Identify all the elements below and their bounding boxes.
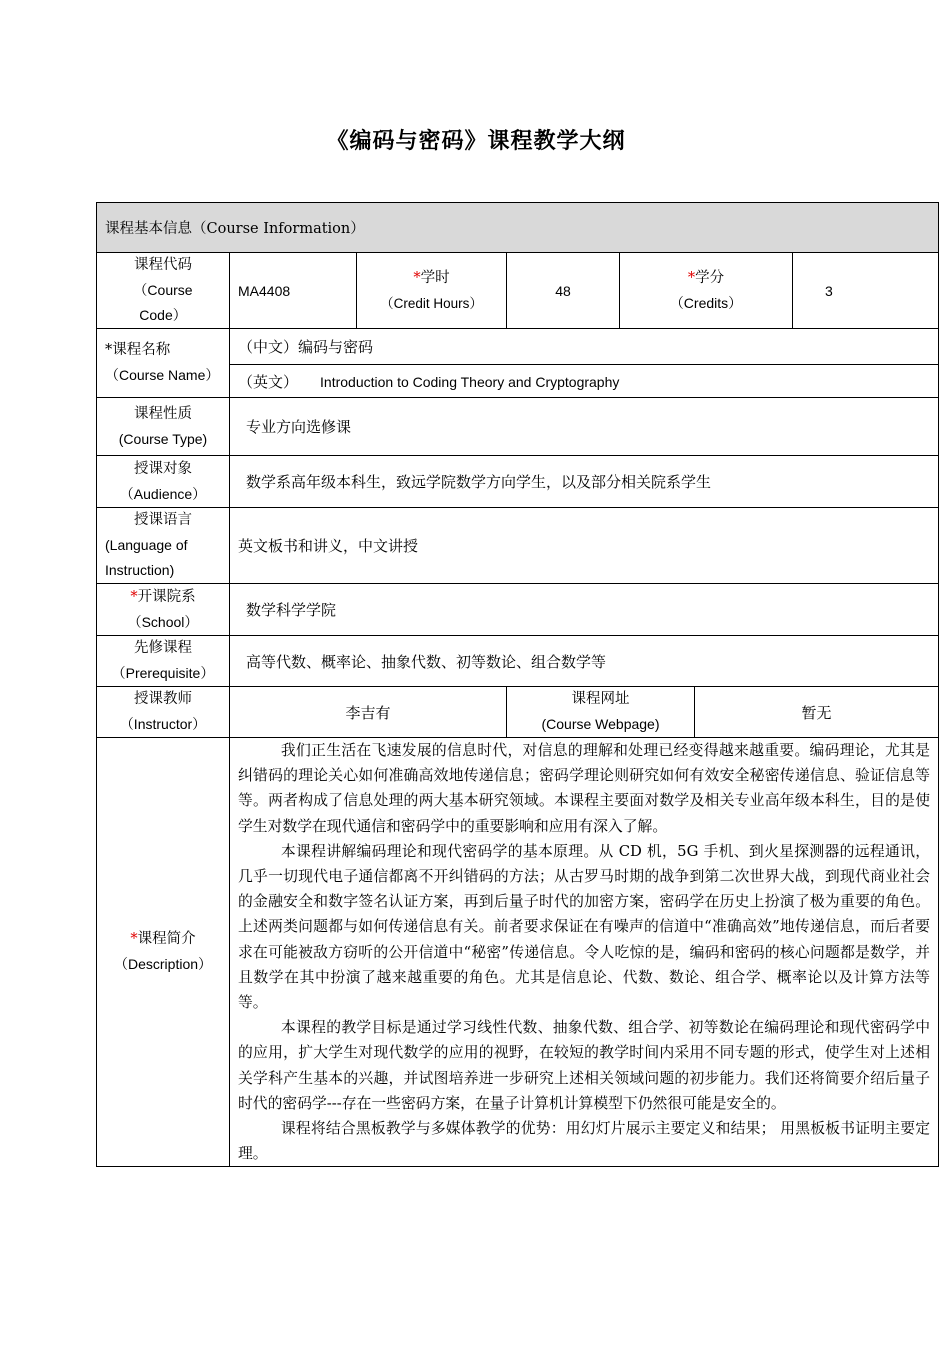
course-code-label: [97, 253, 230, 329]
language-label-cn: 授课语言: [134, 512, 192, 528]
instructor-label: [97, 687, 230, 738]
course-name-cn-row: [97, 329, 939, 365]
required-star: *: [413, 269, 421, 286]
required-star: *: [687, 269, 696, 286]
credit-hours-value: 48: [507, 253, 620, 329]
credits-label-cn: 学分: [695, 269, 725, 286]
course-type-row: [97, 398, 939, 456]
instructor-label-cn: 授课教师: [134, 691, 192, 707]
prerequisite-label: [97, 636, 230, 687]
course-webpage-label: [507, 687, 695, 738]
course-webpage-label-cn: 课程网址: [571, 691, 630, 707]
course-info-table: [96, 202, 939, 1167]
instructor-label-en: （Instructor）: [119, 716, 207, 732]
course-name-label: [97, 329, 230, 398]
school-label-cn: 开课院系: [137, 588, 196, 605]
credits-value: 3: [793, 253, 939, 329]
course-webpage-label-en: (Course Webpage): [541, 716, 660, 732]
course-name-label-cn: 课程名称: [112, 342, 171, 358]
description-paragraph: 我们正生活在飞速发展的信息时代，对信息的理解和处理已经变得越来越重要。编码理论，尤其是纠错码的理论关心如何准确高效地传递信息；密码学理论则研究如何有效安全秘密传递信息、验证信息等等。两者构成了信息处理的两大基本研究领域。本课程主要面对数学及相关专业高年级本科生，目的是使学生对数学在现代通信和密码学中的重要影响和应用有深入了解。: [238, 742, 931, 835]
language-label-en-1: (Language of: [105, 537, 188, 553]
course-name-en: [230, 365, 939, 398]
description-paragraph: 课程将结合黑板教学与多媒体教学的优势：用幻灯片展示主要定义和结果； 用黑板板书证明主要定理。: [238, 1120, 931, 1163]
school-row: [97, 584, 939, 636]
course-name-cn: [230, 329, 939, 365]
school-label-en: （School）: [127, 613, 199, 630]
course-name-label-en: （Course Name）: [105, 367, 220, 383]
course-name-cn-value: 编码与密码: [298, 338, 374, 356]
required-star: *: [130, 931, 138, 948]
credits-label: [620, 253, 793, 329]
course-type-label: [97, 398, 230, 456]
course-code-label-en-1: （Course: [133, 282, 193, 298]
school-value: 数学科学学院: [230, 584, 939, 636]
page-title: 《编码与密码》课程教学大纲: [326, 129, 626, 154]
prerequisite-row: [97, 636, 939, 687]
instructor-value: 李吉有: [230, 687, 507, 738]
course-code-label-cn: 课程代码: [134, 257, 192, 273]
audience-label-en: （Audience）: [119, 485, 207, 502]
description-paragraph: 本课程讲解编码理论和现代密码学的基本原理。从 CD 机，5G 手机、到火星探测器的远程通讯，几乎一切现代电子通信都离不开纠错码的方法；从古罗马时期的战争到第二次世界大战，到现代商业社会的金融安全和数字签名认证方案，再到后量子时代的加密方案，密码学在历史上扮演了极为重要的角色。上述两类问题都与如何传递信息有关。前者要求保证在有噪声的信道中“准确高效”地传递信息，而后者要求在可能被敌方窃听的公开信道中“秘密”传递信息。令人吃惊的是，编码和密码的核心问题都是数学，并且数学在其中扮演了越来越重要的角色。尤其是信息论、代数、数论、组合学、概率论以及计算方法等等。: [238, 842, 931, 1012]
prerequisite-label-en: （Prerequisite）: [111, 665, 215, 681]
description-paragraph: 本课程的教学目标是通过学习线性代数、抽象代数、组合学、初等数论在编码理论和现代密码学中的应用，扩大学生对现代数学的应用的视野，在较短的教学时间内采用不同专题的形式，使学生对上述相关学科产生基本的兴趣，并试图培养进一步研究上述相关领域问题的初步能力。我们还将简要介绍后量子时代的密码学---存在一些密码方案，在量子计算机计算模型下仍然很可能是安全的。: [238, 1019, 931, 1112]
credit-hours-label-cn: 学时: [420, 269, 450, 286]
required-star: *: [105, 342, 113, 358]
description-label-cn: 课程简介: [137, 931, 196, 948]
language-value: 英文板书和讲义，中文讲授: [230, 508, 939, 584]
course-code-value: MA4408: [230, 253, 357, 329]
audience-label: [97, 456, 230, 508]
table-header-row: [97, 203, 939, 253]
course-name-en-value: Introduction to Coding Theory and Cryptography: [320, 373, 620, 390]
credits-label-en: （Credits）: [669, 294, 743, 311]
language-label: [97, 508, 230, 584]
credit-hours-label: [357, 253, 507, 329]
course-type-label-cn: 课程性质: [134, 405, 192, 422]
course-information-header: 课程基本信息（Course Information）: [97, 203, 939, 253]
prerequisite-label-cn: 先修课程: [134, 640, 192, 656]
audience-value: 数学系高年级本科生，致远学院数学方向学生，以及部分相关院系学生: [230, 456, 939, 508]
instructor-row: [97, 687, 939, 738]
course-code-row: [97, 253, 939, 329]
description-row: [97, 738, 939, 1167]
credit-hours-label-en: （Credit Hours）: [380, 295, 483, 311]
required-star: *: [130, 588, 138, 605]
description-label-en: （Description）: [113, 956, 213, 973]
language-label-en-2: Instruction): [105, 562, 175, 578]
course-type-label-en: (Course Type): [118, 430, 208, 447]
course-code-label-en-2: Code）: [139, 307, 187, 323]
course-name-cn-prefix: （中文）: [238, 338, 299, 356]
course-webpage-value: 暂无: [695, 687, 939, 738]
prerequisite-value: 高等代数、概率论、抽象代数、初等数论、组合数学等: [230, 636, 939, 687]
language-row: [97, 508, 939, 584]
audience-label-cn: 授课对象: [134, 460, 192, 477]
course-name-en-prefix: （英文）: [238, 372, 299, 391]
course-type-value: 专业方向选修课: [230, 398, 939, 456]
description-text: [230, 738, 939, 1167]
audience-row: [97, 456, 939, 508]
description-label: [97, 738, 230, 1167]
school-label: [97, 584, 230, 636]
